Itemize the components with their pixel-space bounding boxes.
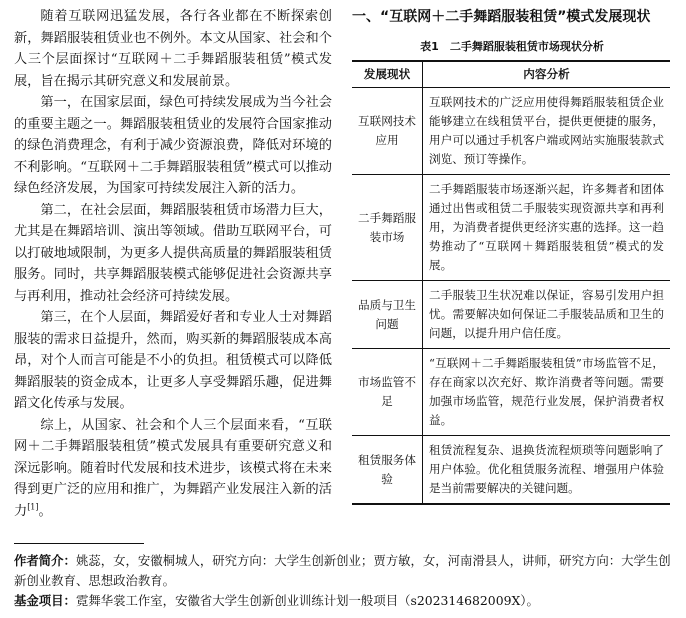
table-row <box>352 281 670 349</box>
header-status: 发展现状 <box>352 61 423 88</box>
footnote-divider <box>14 543 144 544</box>
row-status-cell: 租赁服务体验 <box>352 436 423 505</box>
section-heading: 一、“互联网＋二手舞蹈服装租赁”模式发展现状 <box>352 9 651 25</box>
citation-marker: [1] <box>27 502 39 512</box>
row-content-cell: 互联网技术的广泛应用使得舞蹈服装租赁企业能够建立在线租赁平台，提供更便捷的服务，用户可以通过手机客户端或网站实施服装款式浏览、预订等操作。 <box>429 95 664 166</box>
author-text: 姚蕊，女，安徽桐城人，研究方向：大学生创新创业；贾方敏，女，河南滑县人，讲师，研究方向：大学生创新创业教育、思想政治教育。 <box>14 553 671 588</box>
table-header-row <box>352 61 670 88</box>
fund-text: 霓舞华裳工作室，安徽省大学生创新创业训练计划一般项目（s202314682009X）。 <box>75 593 539 608</box>
row-content-cell: 二手舞蹈服装市场逐渐兴起，许多舞者和团体通过出售或租赁二手服装实现资源共享和再利用，为消费者提供更经济实惠的选择。这一趋势推动了“互联网＋舞蹈服装租赁”模式的发展。 <box>423 175 671 281</box>
market-analysis-table <box>352 60 670 505</box>
row-content-cell: 二手服装卫生状况难以保证，容易引发用户担忧。需要解决如何保证二手服装品质和卫生的问题，以提升用户信任度。 <box>423 281 671 349</box>
paragraph-national: 第一，在国家层面，绿色可持续发展成为当今社会的重要主题之一。舞蹈服装租赁业的发展符合国家推动的绿色消费理念，有利于减少资源浪费，降低对环境的不利影响。“互联网＋二手舞蹈服装租赁”模式可以推动绿色经济发展，为国家可持续发展注入新的活力。 <box>14 95 332 196</box>
paragraph-personal: 第三，在个人层面，舞蹈爱好者和专业人士对舞蹈服装的需求日益提升，然而，购买新的舞蹈服装成本高昂，对个人而言可能是不小的负担。租赁模式可以降低舞蹈服装的资金成本，让更多人享受舞蹈乐趣，促进舞蹈文化传承与发展。 <box>14 310 332 411</box>
fund-note <box>14 591 674 611</box>
summary-end: 。 <box>38 503 52 519</box>
table-caption: 表1 二手舞蹈服装租赁市场现状分析 <box>420 40 604 53</box>
row-content-cell: “互联网＋二手舞蹈服装租赁”市场监管不足，存在商家以次充好、欺诈消费者等问题。需要加强市场监管，规范行业发展，保护消费者权益。 <box>423 349 671 436</box>
right-column <box>352 6 672 505</box>
fund-label: 基金项目： <box>14 593 76 608</box>
row-content-cell: 租赁流程复杂、退换货流程烦琐等问题影响了用户体验。优化租赁服务流程、增强用户体验是当前需要解决的关键问题。 <box>423 436 671 505</box>
table-row <box>352 436 670 505</box>
footnotes <box>14 551 674 611</box>
paragraph-social: 第二，在社会层面，舞蹈服装租赁市场潜力巨大，尤其是在舞蹈培训、演出等领域。借助互联网平台，可以打破地域限制，为更多人提供高质量的舞蹈服装租赁服务。同时，共享舞蹈服装模式能够促进社会资源共享与再利用，推动社会经济可持续发展。 <box>14 202 332 304</box>
row-status-cell: 品质与卫生问题 <box>352 281 423 349</box>
body-text-left-column <box>14 6 332 522</box>
row-status-cell: 市场监管不足 <box>352 349 423 436</box>
author-label: 作者简介： <box>14 553 76 568</box>
table-row <box>352 175 670 281</box>
summary-text: 综上，从国家、社会和个人三个层面来看，“互联网＋二手舞蹈服装租赁”模式发展具有重要研究意义和深远影响。随着时代发展和技术进步，该模式将在未来得到更广泛的应用和推广，为舞蹈产业发展注入新的活力 <box>14 417 332 519</box>
table-row <box>352 349 670 436</box>
author-note <box>14 551 674 591</box>
row-status-cell: 互联网技术应用 <box>352 88 423 175</box>
header-content: 内容分析 <box>423 61 671 88</box>
paragraph-summary <box>14 415 332 523</box>
row-status-cell: 二手舞蹈服装市场 <box>352 175 423 281</box>
table-row <box>352 88 670 175</box>
paragraph-intro: 随着互联网迅猛发展，各行各业都在不断探索创新，舞蹈服装租赁业也不例外。本文从国家、社会和个人三个层面探讨“互联网＋二手舞蹈服装租赁”模式发展，旨在揭示其研究意义和发展前景。 <box>14 9 332 89</box>
